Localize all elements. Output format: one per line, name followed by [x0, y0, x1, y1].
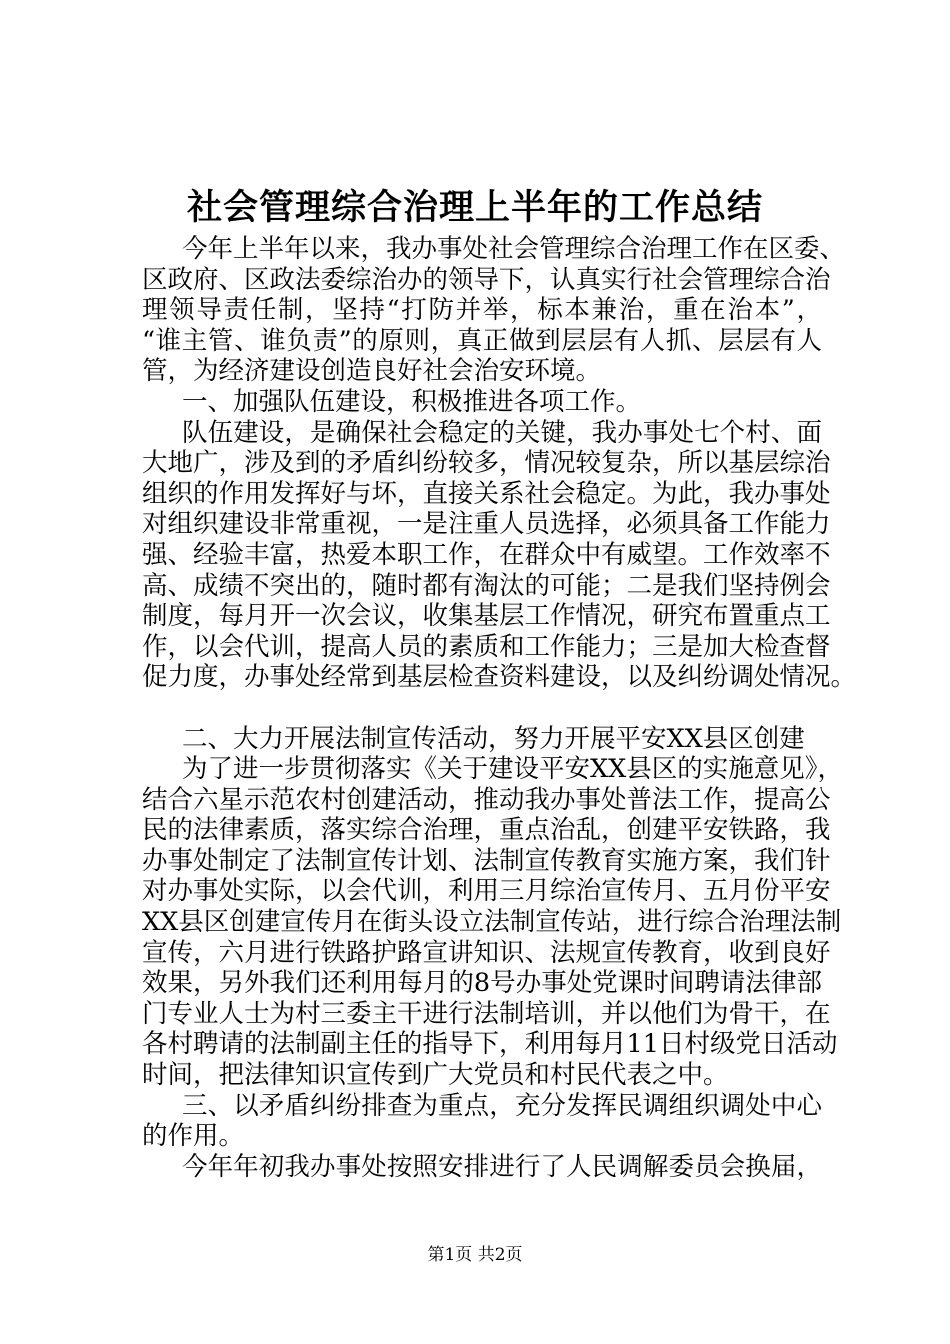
text-line: 时间，把法律知识宣传到广大党员和村民代表之中。 — [142, 1060, 729, 1091]
text-line: 组织的作用发挥好与坏，直接关系社会稳定。为此，我办事处 — [142, 478, 831, 509]
text-line: 管，为经济建设创造良好社会治安环境。 — [142, 356, 602, 387]
section-heading: 二、大力开展法制宣传活动，努力开展平安XX县区创建 — [182, 723, 805, 754]
text-line: 对办事处实际，以会代训，利用三月综治宣传月、五月份平安 — [142, 876, 831, 907]
text-line: 办事处制定了法制宣传计划、法制宣传教育实施方案，我们针 — [142, 845, 831, 876]
blank-line — [142, 693, 822, 724]
document-title: 社会管理综合治理上半年的工作总结 — [186, 187, 763, 228]
text-line: 作，以会代训，提高人员的素质和工作能力；三是加大检查督 — [142, 631, 831, 662]
text-line: 区政府、区政法委综治办的领导下，认真实行社会管理综合治 — [142, 264, 831, 295]
text-line: 高、成绩不突出的，随时都有淘汰的可能；二是我们坚持例会 — [142, 570, 831, 601]
text-line: 强、经验丰富，热爱本职工作，在群众中有威望。工作效率不 — [142, 539, 831, 570]
text-line: 促力度，办事处经常到基层检查资料建设，以及纠纷调处情况。 — [142, 662, 857, 693]
text-line: 门专业人士为村三委主干进行法制培训，并以他们为骨干，在 — [142, 998, 831, 1029]
text-line: 民的法律素质，落实综合治理，重点治乱，创建平安铁路，我 — [142, 815, 831, 846]
text-line: 大地广，涉及到的矛盾纠纷较多，情况较复杂，所以基层综治 — [142, 448, 831, 479]
text-line: 结合六星示范农村创建活动，推动我办事处普法工作，提高公 — [142, 784, 831, 815]
text-line: 效果，另外我们还利用每月的8号办事处党课时间聘请法律部 — [142, 968, 822, 999]
text-line: “谁主管、谁负责”的原则，真正做到层层有人抓、层层有人 — [142, 325, 822, 356]
section-heading: 三、以矛盾纠纷排查为重点，充分发挥民调组织调处中心 — [182, 1090, 822, 1121]
text-line: 各村聘请的法制副主任的指导下，利用每月11日村级党日活动 — [142, 1029, 838, 1060]
document-body — [142, 234, 857, 1182]
text-line: 对组织建设非常重视，一是注重人员选择，必须具备工作能力 — [142, 509, 831, 540]
text-line: 制度，每月开一次会议，收集基层工作情况，研究布置重点工 — [142, 601, 831, 632]
text-line: XX县区创建宣传月在街头设立法制宣传站，进行综合治理法制 — [142, 907, 842, 938]
section-heading-continued: 的作用。 — [142, 1121, 245, 1152]
text-line: 今年上半年以来，我办事处社会管理综合治理工作在区委、 — [182, 234, 846, 264]
text-line: 为了进一步贯彻落实《关于建设平安XX县区的实施意见》， — [182, 754, 844, 785]
text-line: 宣传，六月进行铁路护路宣讲知识、法规宣传教育，收到良好 — [142, 937, 831, 968]
text-line: 今年年初我办事处按照安排进行了人民调解委员会换届， — [182, 1151, 822, 1182]
page-footer: 第1页 共2页 — [427, 1245, 523, 1265]
section-heading: 一、加强队伍建设，积极推进各项工作。 — [182, 386, 642, 417]
text-line: 理领导责任制，坚持“打防并举，标本兼治，重在治本”， — [142, 295, 822, 326]
text-line: 队伍建设，是确保社会稳定的关键，我办事处七个村、面 — [182, 417, 822, 448]
